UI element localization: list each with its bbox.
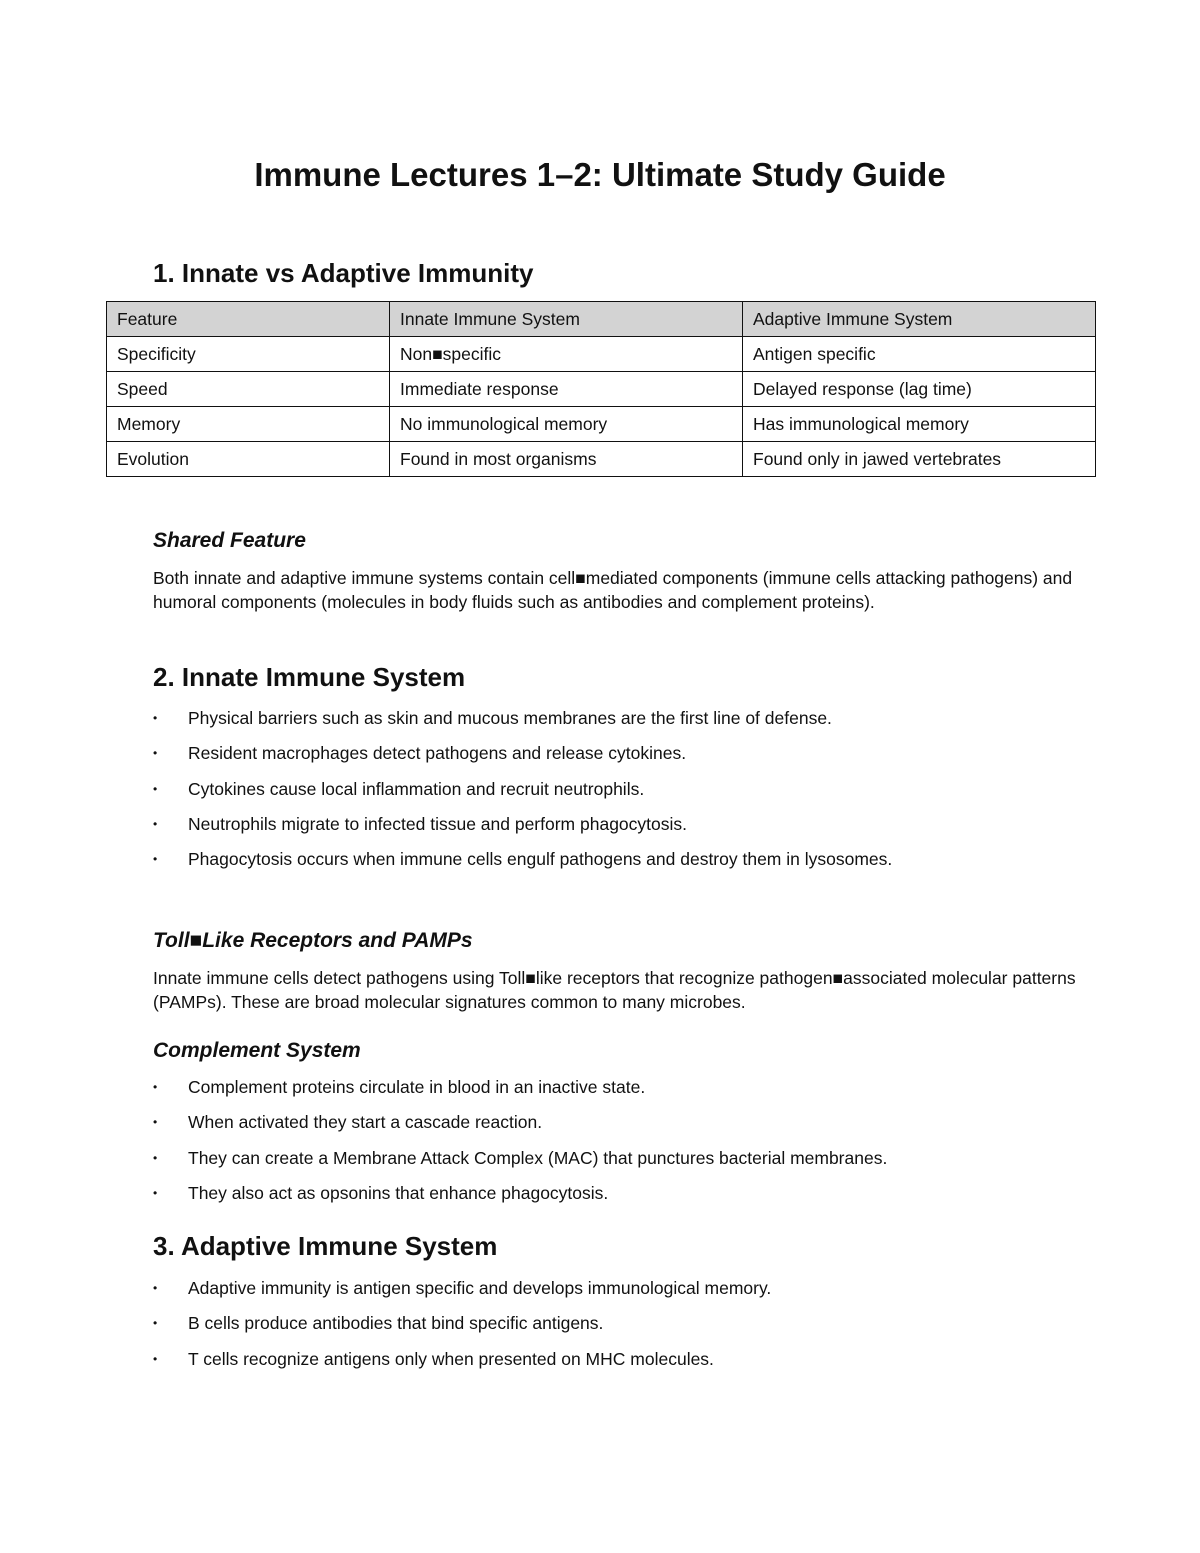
- table-cell: Found in most organisms: [390, 442, 743, 477]
- list-item-text: T cells recognize antigens only when presented on MHC molecules.: [188, 1348, 714, 1369]
- shared-feature-text: Both innate and adaptive immune systems contain cell■mediated components (immune cells attacking pathogens) and humoral components (molecules in body fluids such as antibodies and complement proteins).: [153, 568, 1073, 612]
- list-item: [153, 848, 1083, 883]
- shared-feature-heading: Shared Feature: [153, 529, 306, 552]
- bullet-icon: •: [153, 1185, 158, 1200]
- table-cell: Delayed response (lag time): [743, 372, 1096, 407]
- bullet-icon: •: [153, 1351, 158, 1366]
- list-item-text: Resident macrophages detect pathogens and release cytokines.: [188, 743, 687, 764]
- list-item: [153, 742, 1083, 777]
- innate-bullet-list: [153, 707, 1083, 883]
- list-item-text: Phagocytosis occurs when immune cells engulf pathogens and destroy them in lysosomes.: [188, 849, 893, 870]
- section-3-heading: 3. Adaptive Immune System: [153, 1231, 498, 1261]
- bullet-icon: •: [153, 1115, 158, 1130]
- section-1-heading: 1. Innate vs Adaptive Immunity: [153, 258, 534, 288]
- table-row: [107, 337, 1096, 372]
- list-item: [153, 1111, 1083, 1146]
- list-item: [153, 1277, 1083, 1312]
- table-cell: Found only in jawed vertebrates: [743, 442, 1096, 477]
- list-item-text: They also act as opsonins that enhance phagocytosis.: [188, 1182, 609, 1203]
- comparison-table: [106, 301, 1096, 477]
- table-cell: Memory: [107, 407, 390, 442]
- bullet-icon: •: [153, 1281, 158, 1295]
- table-cell: No immunological memory: [390, 407, 743, 442]
- section-2-heading: 2. Innate Immune System: [153, 662, 466, 692]
- list-item-text: Neutrophils migrate to infected tissue and perform phagocytosis.: [188, 813, 688, 834]
- bullet-icon: •: [153, 1316, 158, 1331]
- list-item-text: Complement proteins circulate in blood in an inactive state.: [188, 1077, 646, 1097]
- list-item: [153, 1076, 1083, 1111]
- bullet-icon: •: [153, 781, 158, 796]
- bullet-icon: •: [153, 816, 158, 831]
- list-item-text: Cytokines cause local inflammation and recruit neutrophils.: [188, 778, 645, 799]
- list-item: [153, 1147, 1083, 1182]
- table-row: [107, 407, 1096, 442]
- list-item: [153, 707, 1083, 742]
- list-item-text: Adaptive immunity is antigen specific and develops immunological memory.: [188, 1278, 772, 1298]
- table-header-cell: Adaptive Immune System: [743, 302, 1096, 337]
- bullet-icon: •: [153, 1150, 158, 1165]
- table-row: [107, 442, 1096, 477]
- bullet-icon: •: [153, 711, 158, 725]
- table-cell: Speed: [107, 372, 390, 407]
- bullet-icon: •: [153, 746, 158, 761]
- table-cell: Antigen specific: [743, 337, 1096, 372]
- table-cell: Immediate response: [390, 372, 743, 407]
- list-item-text: They can create a Membrane Attack Complex (MAC) that punctures bacterial membranes.: [188, 1147, 888, 1168]
- complement-bullet-list: [153, 1076, 1083, 1217]
- adaptive-bullet-list: [153, 1277, 1083, 1383]
- table-cell: Has immunological memory: [743, 407, 1096, 442]
- list-item-text: When activated they start a cascade reaction.: [188, 1112, 543, 1133]
- list-item: [153, 1312, 1083, 1347]
- list-item: [153, 1348, 1083, 1383]
- table-cell: Evolution: [107, 442, 390, 477]
- bullet-icon: •: [153, 1080, 158, 1094]
- bullet-icon: •: [153, 852, 158, 867]
- table-cell: Specificity: [107, 337, 390, 372]
- list-item-text: Physical barriers such as skin and mucous membranes are the first line of defense.: [188, 708, 832, 728]
- list-item: [153, 1182, 1083, 1217]
- toll-like-receptors-text: Innate immune cells detect pathogens using Toll■like receptors that recognize pathogen■associated molecular patterns (PAMPs). These are broad molecular signatures common to many microbes.: [153, 968, 1076, 1012]
- table-header-cell: Innate Immune System: [390, 302, 743, 337]
- toll-like-receptors-heading: Toll■Like Receptors and PAMPs: [153, 929, 473, 952]
- document-title: Immune Lectures 1–2: Ultimate Study Guide: [254, 156, 946, 193]
- table-cell: Non■specific: [390, 337, 743, 372]
- list-item: [153, 778, 1083, 813]
- table-header-cell: Feature: [107, 302, 390, 337]
- list-item: [153, 813, 1083, 848]
- list-item-text: B cells produce antibodies that bind specific antigens.: [188, 1313, 604, 1334]
- complement-system-heading: Complement System: [153, 1039, 361, 1062]
- table-header-row: [107, 302, 1096, 337]
- table-row: [107, 372, 1096, 407]
